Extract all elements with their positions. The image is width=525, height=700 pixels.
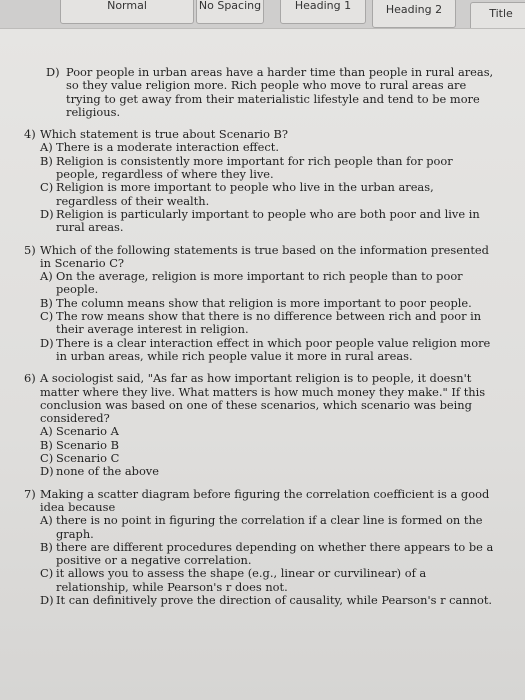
question-number: 4) — [24, 127, 36, 142]
question-stem: Making a scatter diagram before figuring the correlation coefficient is a good idea because — [40, 486, 490, 514]
option-text: Religion is more important to people who live in the urban areas, regardless of their wealth. — [56, 180, 434, 208]
question-6 — [24, 372, 494, 478]
style-heading1-button[interactable]: Heading 1 — [280, 0, 366, 24]
question-5 — [24, 244, 494, 364]
style-heading2-button[interactable]: Heading 2 — [372, 0, 456, 28]
option-label: B) — [40, 153, 53, 168]
question-stem: A sociologist said, "As far as how important religion is to people, it doesn't matter where they live. What matters is how much money they make." If this conclusion was based on one of these scenarios, which scenario was being considered? — [40, 371, 486, 426]
option-label: A) — [40, 269, 53, 284]
style-title-button[interactable]: Title — [470, 2, 525, 32]
question-7 — [24, 488, 494, 608]
option-label: C) — [40, 451, 54, 466]
option-text: it allows you to assess the shape (e.g., linear or curvilinear) of a relationship, while Pearson's r does not. — [56, 566, 427, 594]
option-text: On the average, religion is more important to rich people than to poor people. — [56, 269, 463, 297]
option-text: there are different procedures depending on whether there appears to be a positive or a negative correlation. — [56, 539, 494, 568]
option-text: The row means show that there is no difference between rich and poor in their average interest in religion. — [56, 309, 482, 337]
document-body — [24, 66, 494, 607]
question-4 — [24, 128, 494, 234]
option-text: Scenario B — [56, 437, 119, 452]
styles-ribbon — [0, 0, 525, 28]
style-no-spacing-button[interactable]: No Spacing — [196, 0, 264, 24]
option-text: none of the above — [56, 464, 159, 479]
question-number: 6) — [24, 371, 36, 386]
document-page[interactable] — [0, 28, 525, 700]
question-number: 7) — [24, 486, 36, 501]
option-label: D) — [40, 206, 54, 221]
option-label: A) — [40, 140, 53, 155]
option-text: The column means show that religion is more important to poor people. — [56, 295, 472, 310]
option-label: D) — [40, 592, 54, 607]
option-label: D) — [40, 335, 54, 350]
option-label: B) — [40, 295, 53, 310]
option-text: Religion is consistently more important for rich people than for poor people, regardless of where they live. — [56, 153, 453, 182]
option-text: It can definitively prove the direction of causality, while Pearson's r cannot. — [56, 592, 493, 607]
option-label: D) — [46, 65, 60, 79]
option-text: Scenario A — [56, 424, 119, 439]
option-text: Scenario C — [56, 451, 120, 466]
option-label: A) — [40, 424, 53, 439]
option-text: Religion is particularly important to people who are both poor and live in rural areas. — [56, 206, 480, 235]
option-text: there is no point in figuring the correlation if a clear line is formed on the graph. — [56, 513, 483, 541]
option-label: D) — [40, 464, 54, 479]
option-label: C) — [40, 309, 54, 324]
option-text: There is a moderate interaction effect. — [56, 140, 279, 155]
prev-option-d — [24, 66, 494, 119]
option-label: A) — [40, 513, 53, 528]
option-label: C) — [40, 180, 54, 195]
option-label: C) — [40, 566, 54, 581]
option-text: Poor people in urban areas have a harder time than people in rural areas, so they value religion more. Rich people who move to rural areas are trying to get away from their materialistic lifestyle and tend to be more religious. — [66, 65, 494, 119]
option-label: B) — [40, 539, 53, 554]
option-label: B) — [40, 437, 53, 452]
question-stem: Which of the following statements is true based on the information presented in Scenario C? — [40, 242, 489, 270]
option-text: There is a clear interaction effect in which poor people value religion more in urban areas, while rich people value it more in rural areas. — [56, 335, 491, 363]
style-normal-button[interactable]: Normal — [60, 0, 194, 24]
question-number: 5) — [24, 242, 36, 257]
question-stem: Which statement is true about Scenario B? — [40, 127, 289, 142]
